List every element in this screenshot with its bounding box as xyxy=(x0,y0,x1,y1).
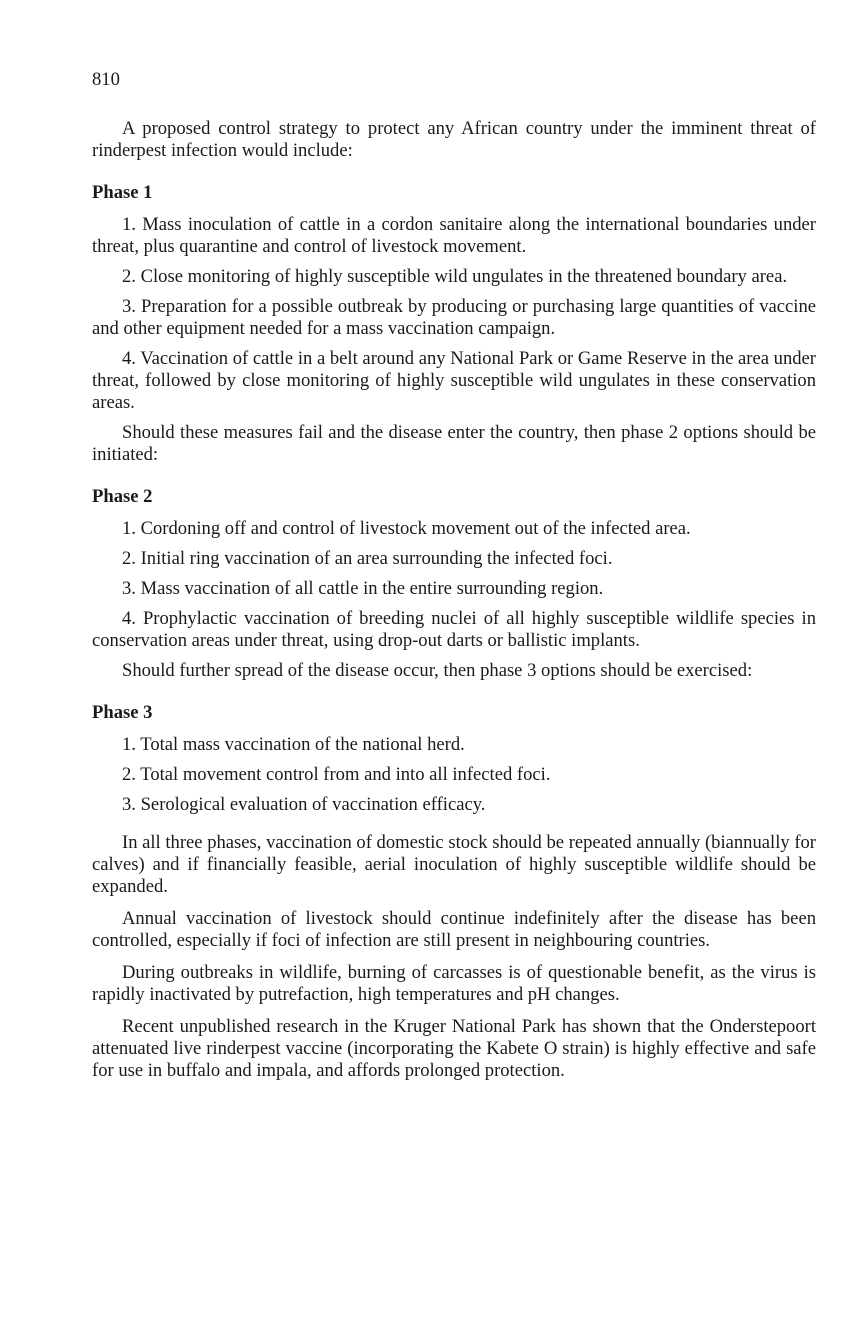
phase-3-item-2: 2. Total movement control from and into all infected foci. xyxy=(122,764,551,785)
closing-paragraph-2: Annual vaccination of livestock should continue indefinitely after the disease has been controlled, especially if foci of infection are still present in neighbouring countries. xyxy=(92,908,816,951)
phase-1-item-4: 4. Vaccination of cattle in a belt around any National Park or Game Reserve in the area under threat, followed by close monitoring of highly susceptible wild ungulates in these conservation areas. xyxy=(92,348,816,413)
phase-3-heading: Phase 3 xyxy=(92,702,153,723)
phase-2-item-3: 3. Mass vaccination of all cattle in the entire surrounding region. xyxy=(122,578,604,599)
phase-1-item-3: 3. Preparation for a possible outbreak by producing or purchasing large quantities of vaccine and other equipment needed for a mass vaccination campaign. xyxy=(92,296,816,339)
page-number: 810 xyxy=(92,69,120,90)
phase-1-item-1: 1. Mass inoculation of cattle in a cordon sanitaire along the international boundaries under threat, plus quarantine and control of livestock movement. xyxy=(92,214,816,257)
phase-3-item-3: 3. Serological evaluation of vaccination efficacy. xyxy=(122,794,486,815)
phase-2-item-2: 2. Initial ring vaccination of an area surrounding the infected foci. xyxy=(122,548,613,569)
phase-3-item-1: 1. Total mass vaccination of the national herd. xyxy=(122,734,465,755)
phase-2-heading: Phase 2 xyxy=(92,486,153,507)
phase-2-closing: Should further spread of the disease occur, then phase 3 options should be exercised: xyxy=(122,660,753,681)
closing-paragraph-4: Recent unpublished research in the Kruger National Park has shown that the Onderstepoort attenuated live rinderpest vaccine (incorporating the Kabete O strain) is highly effective and safe for use in buffalo and impala, and affords prolonged protection. xyxy=(92,1016,816,1081)
phase-1-closing: Should these measures fail and the disease enter the country, then phase 2 options should be initiated: xyxy=(92,422,816,465)
closing-paragraph-1: In all three phases, vaccination of domestic stock should be repeated annually (biannually for calves) and if financially feasible, aerial inoculation of highly susceptible wildlife should be expanded. xyxy=(92,832,816,897)
phase-1-item-2: 2. Close monitoring of highly susceptible wild ungulates in the threatened boundary area. xyxy=(122,266,788,287)
section-gap xyxy=(92,824,816,832)
document-page xyxy=(92,66,816,1092)
phase-1-heading: Phase 1 xyxy=(92,182,153,203)
intro-paragraph: A proposed control strategy to protect any African country under the imminent threat of rinderpest infection would include: xyxy=(92,118,816,161)
closing-paragraph-3: During outbreaks in wildlife, burning of carcasses is of questionable benefit, as the virus is rapidly inactivated by putrefaction, high temperatures and pH changes. xyxy=(92,962,816,1005)
phase-2-item-4: 4. Prophylactic vaccination of breeding nuclei of all highly susceptible wildlife species in conservation areas under threat, using drop-out darts or ballistic implants. xyxy=(92,608,816,651)
phase-2-item-1: 1. Cordoning off and control of livestock movement out of the infected area. xyxy=(122,518,691,539)
